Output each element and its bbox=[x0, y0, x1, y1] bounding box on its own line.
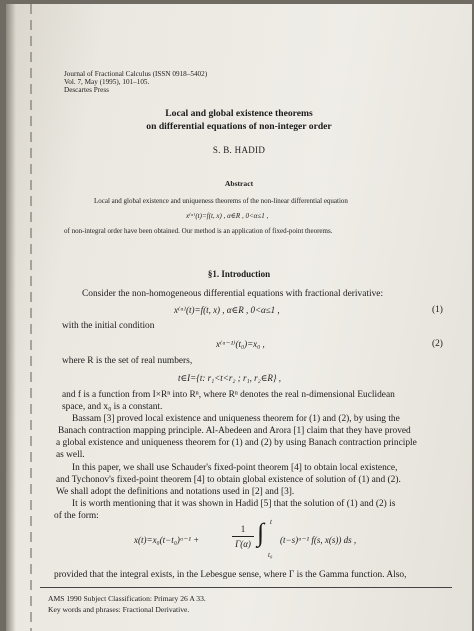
equation-1: x⁽ᵅ⁾(t)=f(t, x) , α∈R , 0<α≤1 , bbox=[174, 305, 280, 315]
paper-page bbox=[6, 4, 472, 631]
abstract-line-1: Local and global existence and uniqueness theorems of the non-linear differential equation bbox=[94, 197, 348, 205]
title-line-1: Local and global existence theorems bbox=[165, 108, 313, 119]
body-p3: where R is the set of real numbers, bbox=[62, 356, 193, 366]
equation-3: t∈I={t: r₁<t<r₂ ; r₁, r₂∈R} , bbox=[178, 373, 282, 383]
abstract-line-2: of non-integral order have been obtained. Our method is an application of fixed-point theorems. bbox=[64, 227, 333, 235]
journal-line-2: Vol. 7, May (1995), 101–105. bbox=[64, 78, 150, 86]
integral-upper-limit: t bbox=[270, 518, 272, 526]
body-p4-line-2: space, and x₀ is a constant. bbox=[62, 402, 163, 412]
body-p5-line-4: as well. bbox=[56, 450, 85, 460]
title-line-2: on differential equations of non-integer order bbox=[146, 121, 332, 132]
equation-4-fraction-numerator: 1 bbox=[240, 524, 246, 534]
body-p7-line-1: It is worth mentioning that it was shown in Hadid [5] that the solution of (1) and (2) is bbox=[72, 499, 396, 509]
body-p5-line-1: Bassam [3] proved local existence and uniqueness theorem for (1) and (2), by using the bbox=[72, 414, 400, 424]
body-p4-line-1: and f is a function from I×Rⁿ into Rⁿ, where Rⁿ denotes the real n-dimensional Euclidean bbox=[62, 390, 395, 400]
abstract-heading: Abstract bbox=[224, 179, 254, 188]
body-p7-line-2: of the form: bbox=[54, 511, 99, 521]
equation-4-fraction-bar bbox=[232, 536, 254, 537]
abstract-equation: x⁽ᵅ⁾(t)=f(t, x) , α∈R , 0<α≤1 , bbox=[186, 212, 269, 220]
equation-2-number: (2) bbox=[432, 339, 443, 349]
integral-lower-limit: t₀ bbox=[268, 551, 273, 559]
footnote-line-1: AMS 1990 Subject Classification: Primary 26 A 33. bbox=[48, 594, 206, 603]
journal-line-3: Descartes Press bbox=[64, 86, 109, 94]
journal-line-1: Journal of Fractional Calculus (ISSN 0918–5402) bbox=[64, 70, 208, 78]
equation-4-fraction-denominator: Γ(α) bbox=[235, 539, 251, 549]
footnote-line-2: Key words and phrases: Fractional Derivative. bbox=[48, 605, 190, 614]
body-p5-line-3: a global existence and uniqueness theorem for (1) and (2) by using Banach contraction principle bbox=[56, 438, 417, 448]
section-heading: §1. Introduction bbox=[207, 269, 271, 279]
body-p2: with the initial condition bbox=[62, 321, 155, 331]
body-p6-line-2: and Tychonov's fixed-point theorem [4] to obtain global existence of solution of (1) and (2). bbox=[56, 475, 401, 485]
equation-1-number: (1) bbox=[432, 305, 443, 315]
body-p6-line-1: In this paper, we shall use Schauder's fixed-point theorem [4] to obtain local existence, bbox=[72, 463, 398, 473]
body-p1: Consider the non-homogeneous differential equations with fractional derivative: bbox=[82, 289, 384, 299]
equation-2: x⁽ᵅ⁻¹⁾(t₀)=x₀ , bbox=[216, 339, 265, 349]
body-p6-line-3: We shall adopt the definitions and notations used in [2] and [3]. bbox=[56, 487, 295, 497]
body-p5-line-2: Banach contraction mapping principle. Al-Abedeen and Arora [1] claim that they have proved bbox=[58, 426, 411, 436]
equation-4-right: (t−s)ᵅ⁻¹ f(s, x(s)) ds , bbox=[280, 535, 357, 545]
integral-sign: ∫ bbox=[257, 518, 265, 547]
binding-marks bbox=[30, 4, 32, 631]
journal-info bbox=[64, 70, 207, 94]
footnote-rule bbox=[40, 587, 452, 588]
author: S. B. HADID bbox=[212, 145, 266, 155]
body-p8: provided that the integral exists, in the Lebesgue sense, where Γ is the Gamma function. Also, bbox=[54, 570, 407, 580]
equation-4-left: x(t)=x₀(t−t₀)ᵅ⁻¹ + bbox=[134, 535, 200, 545]
page-edge-shadow bbox=[6, 4, 16, 631]
